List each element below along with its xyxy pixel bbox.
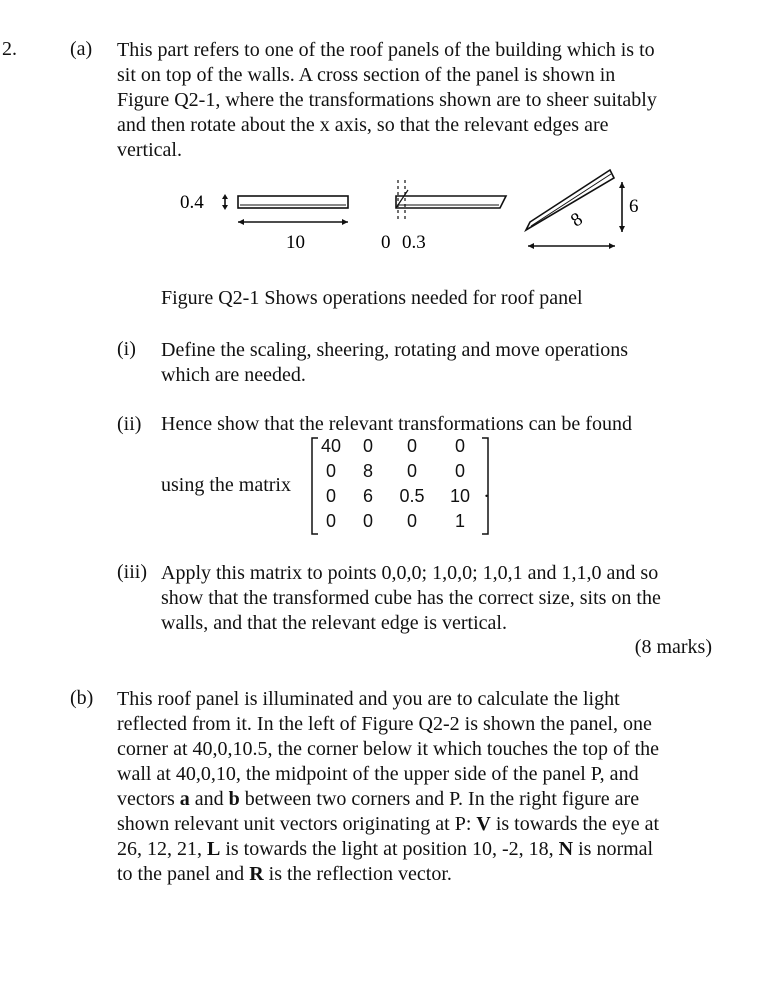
text-line: wall at 40,0,10, the midpoint of the upper side of the panel P, and — [117, 763, 639, 785]
text-line: vertical. — [117, 139, 182, 161]
vector-b: b — [228, 788, 240, 810]
text-line: sit on top of the walls. A cross section of the panel is shown in — [117, 64, 616, 86]
thickness-arrowhead-down — [222, 205, 228, 210]
part-a-label: (a) — [70, 38, 93, 60]
matrix-cell: 8 — [362, 461, 373, 481]
shear-label-03: 0.3 — [402, 232, 426, 253]
diag-length-label: 8 — [567, 208, 587, 232]
matrix-cell: 0 — [454, 436, 465, 456]
sheared-panel — [396, 196, 506, 208]
matrix-cell: 0.5 — [399, 486, 425, 506]
matrix-cell: 0 — [325, 511, 336, 531]
question-number: 2. — [2, 38, 17, 60]
matrix-cell: 40 — [320, 436, 342, 456]
matrix-cell: 6 — [362, 486, 373, 506]
sub-ii-line: Hence show that the relevant transformations can be found — [161, 413, 632, 435]
figure-q2-1 — [0, 0, 782, 270]
vector-l: L — [207, 838, 221, 860]
matrix-period: . — [484, 480, 489, 502]
matrix-cell: 0 — [454, 461, 465, 481]
vector-r: R — [249, 863, 264, 885]
text-line: walls, and that the relevant edge is vertical. — [161, 612, 507, 634]
text-line: reflected from it. In the left of Figure Q2-2 is shown the panel, one — [117, 713, 652, 735]
text-line: and then rotate about the x axis, so that the relevant edges are — [117, 114, 609, 136]
sub-i-label: (i) — [117, 338, 136, 360]
text-line: corner at 40,0,10.5, the corner below it which touches the top of the — [117, 738, 660, 760]
text-line: 26, 12, 21, L is towards the light at position 10, -2, 18, N is normal — [117, 838, 654, 860]
vector-v: V — [476, 813, 491, 835]
sub-i-text — [161, 338, 628, 388]
length-label: 10 — [286, 232, 305, 253]
matrix-cell: 0 — [325, 461, 336, 481]
sub-ii-label: (ii) — [117, 413, 142, 435]
text-line: to the panel and R is the reflection vector. — [117, 863, 452, 885]
matrix-cell: 0 — [406, 511, 417, 531]
vector-n: N — [558, 838, 574, 860]
text-line: shown relevant unit vectors originating at P: V is towards the eye at — [117, 813, 660, 835]
thickness-label: 0.4 — [180, 192, 204, 213]
text-line: This part refers to one of the roof panels of the building which is to — [117, 39, 655, 61]
transformation-matrix — [310, 436, 490, 536]
text-line: show that the transformed cube has the correct size, sits on the — [161, 587, 661, 609]
sub-iii-label: (iii) — [117, 561, 147, 583]
text-line: Apply this matrix to points 0,0,0; 1,0,0; 1,0,1 and 1,1,0 and so — [161, 562, 659, 584]
text-line: which are needed. — [161, 364, 306, 386]
figure-caption: Figure Q2-1 Shows operations needed for roof panel — [161, 287, 583, 309]
vector-a: a — [179, 788, 190, 810]
part-b-text — [117, 687, 659, 887]
matrix-cell: 1 — [454, 511, 465, 531]
thickness-arrowhead-up — [222, 194, 228, 199]
marks: (8 marks) — [634, 636, 712, 658]
matrix-cell: 0 — [362, 511, 373, 531]
panel-cross-section — [238, 196, 348, 208]
sub-iii-text — [161, 561, 661, 636]
matrix-cell: 0 — [362, 436, 373, 456]
matrix-cell: 0 — [406, 461, 417, 481]
matrix-cell: 0 — [406, 436, 417, 456]
text-line: Define the scaling, sheering, rotating and move operations — [161, 339, 629, 361]
part-b-label: (b) — [70, 687, 94, 709]
matrix-cell: 0 — [325, 486, 336, 506]
height-label: 6 — [629, 196, 639, 217]
text-line: vectors a and b between two corners and P. In the right figure are — [117, 788, 640, 810]
using-matrix-text: using the matrix — [161, 474, 291, 496]
matrix-cell: 10 — [449, 486, 471, 506]
text-line: This roof panel is illuminated and you are to calculate the light — [117, 688, 620, 710]
shear-label-0: 0 — [381, 232, 391, 253]
text-line: Figure Q2-1, where the transformations shown are to sheer suitably — [117, 89, 657, 111]
